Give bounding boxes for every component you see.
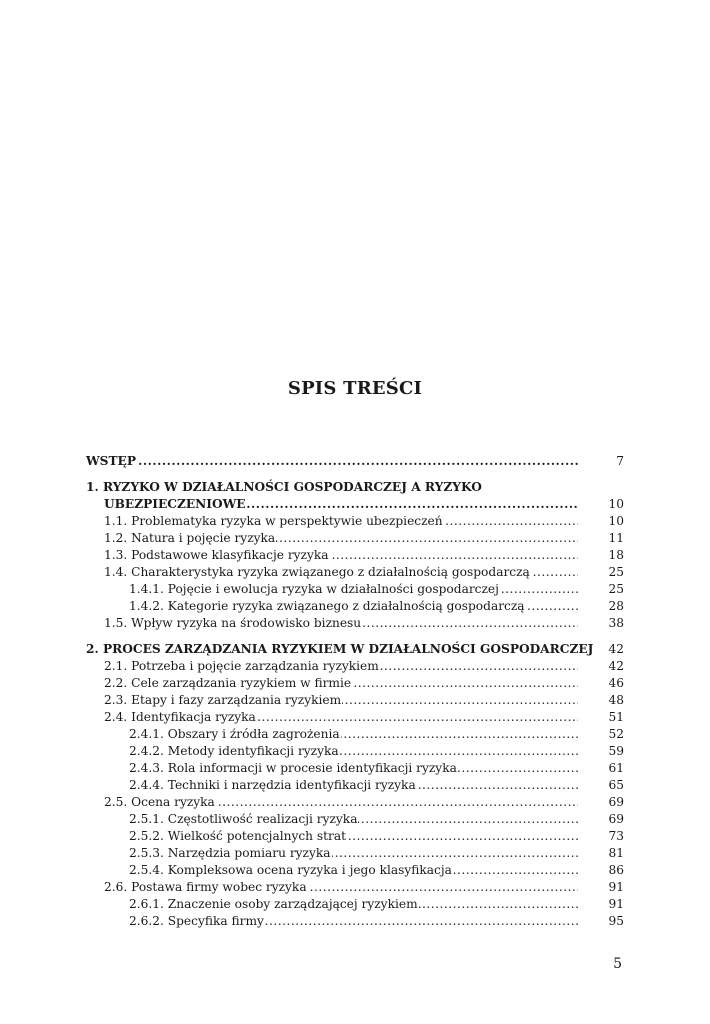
toc-entry[interactable] (86, 530, 624, 547)
toc-chapter-1[interactable] (86, 496, 624, 513)
toc-entry-title: 2.4. Identyfikacja ryzyka (104, 710, 256, 724)
toc-entry[interactable] (86, 896, 624, 913)
toc-chapter-1-title-line-2: UBEZPIECZENIOWE (104, 497, 246, 511)
toc-entry-title: 2.4.2. Metody identyfikacji ryzyka (129, 744, 339, 758)
toc-entry-title: 1.4. Charakterystyka ryzyka związanego z działalnością gospodarczą (104, 565, 530, 579)
toc-entry[interactable] (86, 828, 624, 845)
toc-entry-intro[interactable] (86, 453, 624, 470)
toc-entry[interactable] (86, 845, 624, 862)
toc-page-number: 52 (608, 727, 624, 741)
toc-entry-title: 2.5.4. Kompleksowa ocena ryzyka i jego klasyfikacja (129, 863, 452, 877)
toc-page-number: 38 (608, 616, 624, 630)
toc-entry[interactable] (86, 913, 624, 930)
toc-page-number: 69 (608, 812, 624, 826)
toc-chapter-2-title: 2. PROCES ZARZĄDZANIA RYZYKIEM W DZIAŁALNOŚCI GOSPODARCZEJ (86, 642, 594, 656)
toc-entry-title: 1.2. Natura i pojęcie ryzyka (104, 531, 276, 545)
toc-entry[interactable] (86, 564, 624, 581)
toc-entry-title: 1.4.2. Kategorie ryzyka związanego z działalnością gospodarczą (129, 599, 525, 613)
toc-entry-title: 2.5.3. Narzędzia pomiaru ryzyka (129, 846, 331, 860)
toc-entry[interactable] (86, 513, 624, 530)
toc-entry-title: 1.1. Problematyka ryzyka w perspektywie ubezpieczeń (104, 514, 443, 528)
toc-page-number: 42 (608, 642, 624, 656)
dot-leader (86, 453, 578, 470)
toc-page-number: 73 (608, 829, 624, 843)
toc-entry[interactable] (86, 615, 624, 632)
toc-entry[interactable] (86, 743, 624, 760)
toc-page-number: 46 (608, 676, 624, 690)
toc-entry-title: WSTĘP (86, 454, 137, 468)
toc-page-number: 59 (608, 744, 624, 758)
toc-page-number: 69 (608, 795, 624, 809)
toc-entry[interactable] (86, 709, 624, 726)
toc-entry-title: 1.3. Podstawowe klasyfikacje ryzyka (104, 548, 329, 562)
toc-page-number: 11 (608, 531, 624, 545)
toc-entry-title: 2.2. Cele zarządzania ryzykiem w firmie (104, 676, 352, 690)
toc-entry[interactable] (86, 862, 624, 879)
toc-entry-title: 2.6.2. Specyfika firmy (129, 914, 264, 928)
page-number: 5 (613, 956, 622, 972)
toc-chapter-2[interactable] (86, 641, 624, 658)
toc-entry-title: 2.6. Postawa firmy wobec ryzyka (104, 880, 307, 894)
toc-page-number: 91 (608, 897, 624, 911)
toc-page-number: 10 (608, 497, 624, 511)
toc-entry[interactable] (86, 598, 624, 615)
toc-entry[interactable] (86, 760, 624, 777)
toc-page-number: 86 (608, 863, 624, 877)
toc-entry[interactable] (86, 675, 624, 692)
toc-page-number: 18 (608, 548, 624, 562)
toc-page-number: 91 (608, 880, 624, 894)
toc-entry[interactable] (86, 794, 624, 811)
toc-entry-title: 1.5. Wpływ ryzyka na środowisko biznesu (104, 616, 362, 630)
toc-page-number: 28 (608, 599, 624, 613)
toc-entry[interactable] (86, 692, 624, 709)
toc-entry-title: 2.1. Potrzeba i pojęcie zarządzania ryzykiem (104, 659, 379, 673)
toc-page-number: 42 (608, 659, 624, 673)
toc-page-number: 48 (608, 693, 624, 707)
toc-entry[interactable] (86, 811, 624, 828)
toc-entry-title: 2.3. Etapy i fazy zarządzania ryzykiem (104, 693, 342, 707)
toc-entry[interactable] (86, 658, 624, 675)
toc-page-number: 61 (608, 761, 624, 775)
toc-entry[interactable] (86, 581, 624, 598)
toc-entry-title: 2.4.1. Obszary i źródła zagrożenia (129, 727, 340, 741)
toc-page-number: 25 (608, 582, 624, 596)
toc-entry[interactable] (86, 547, 624, 564)
toc-entry[interactable] (86, 726, 624, 743)
toc-entry-title: 2.5.1. Częstotliwość realizacji ryzyka (129, 812, 358, 826)
table-of-contents (86, 453, 624, 930)
toc-page-number: 10 (608, 514, 624, 528)
toc-entry-title: 2.4.4. Techniki i narzędzia identyfikacji ryzyka (129, 778, 416, 792)
page-title: SPIS TREŚCI (287, 378, 423, 399)
toc-entry-title: 1.4.1. Pojęcie i ewolucja ryzyka w działalności gospodarczej (129, 582, 499, 596)
toc-page-number: 95 (608, 914, 624, 928)
toc-page-number: 25 (608, 565, 624, 579)
toc-page-number: 81 (608, 846, 624, 860)
toc-entry-title: 2.4.3. Rola informacji w procesie identyfikacji ryzyka (129, 761, 457, 775)
toc-page-number: 7 (616, 454, 624, 468)
toc-entry-title: 2.5. Ocena ryzyka (104, 795, 215, 809)
toc-page-number: 51 (608, 710, 624, 724)
toc-entry-title: 2.5.2. Wielkość potencjalnych strat (129, 829, 347, 843)
toc-page-number: 65 (608, 778, 624, 792)
toc-entry[interactable] (86, 879, 624, 896)
toc-chapter-1-title-line-1[interactable]: 1. RYZYKO W DZIAŁALNOŚCI GOSPODARCZEJ A RYZYKO (86, 480, 482, 494)
toc-entry-title: 2.6.1. Znaczenie osoby zarządzającej ryzykiem (129, 897, 418, 911)
toc-entry[interactable] (86, 777, 624, 794)
